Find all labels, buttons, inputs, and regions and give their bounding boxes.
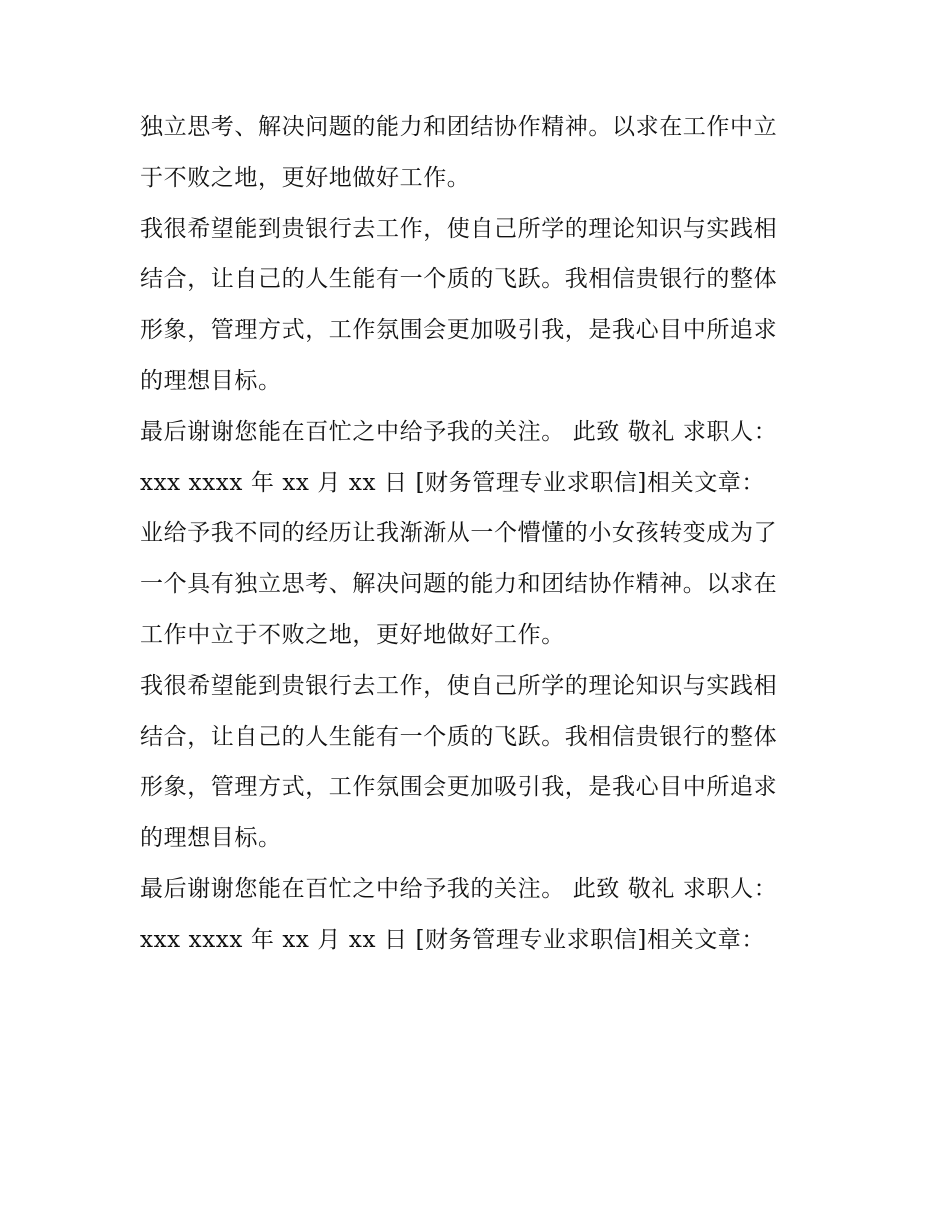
text-line: 我很希望能到贵银行去工作，使自己所学的理论知识与实践相 [140, 215, 778, 242]
text-line: 我很希望能到贵银行去工作，使自己所学的理论知识与实践相 [140, 672, 778, 699]
text-line: 业给予我不同的经历让我渐渐从一个懵懂的小女孩转变成为了 [140, 520, 778, 547]
text-line: xxx xxxx 年 xx 月 xx 日 [财务管理专业求职信]相关文章： [140, 926, 766, 953]
text-line: 结合，让自己的人生能有一个质的飞跃。我相信贵银行的整体 [140, 266, 778, 293]
text-line: xxx xxxx 年 xx 月 xx 日 [财务管理专业求职信]相关文章： [140, 469, 766, 496]
document-body [140, 102, 820, 966]
text-line: 独立思考、解决问题的能力和团结协作精神。以求在工作中立 [140, 114, 778, 140]
text-line: 工作中立于不败之地，更好地做好工作。 [140, 621, 565, 648]
text-line: 最后谢谢您能在百忙之中给予我的关注。 此致 敬礼 求职人： [140, 418, 778, 445]
text-line: 一个具有独立思考、解决问题的能力和团结协作精神。以求在 [140, 571, 778, 598]
text-line: 的理想目标。 [140, 367, 282, 394]
text-line: 最后谢谢您能在百忙之中给予我的关注。 此致 敬礼 求职人： [140, 875, 778, 902]
text-line: 的理想目标。 [140, 825, 282, 852]
text-line: 形象，管理方式，工作氛围会更加吸引我，是我心目中所追求 [140, 774, 778, 801]
text-line: 于不败之地，更好地做好工作。 [140, 164, 471, 191]
text-line: 形象，管理方式，工作氛围会更加吸引我，是我心目中所追求 [140, 317, 778, 344]
text-line: 结合，让自己的人生能有一个质的飞跃。我相信贵银行的整体 [140, 723, 778, 750]
